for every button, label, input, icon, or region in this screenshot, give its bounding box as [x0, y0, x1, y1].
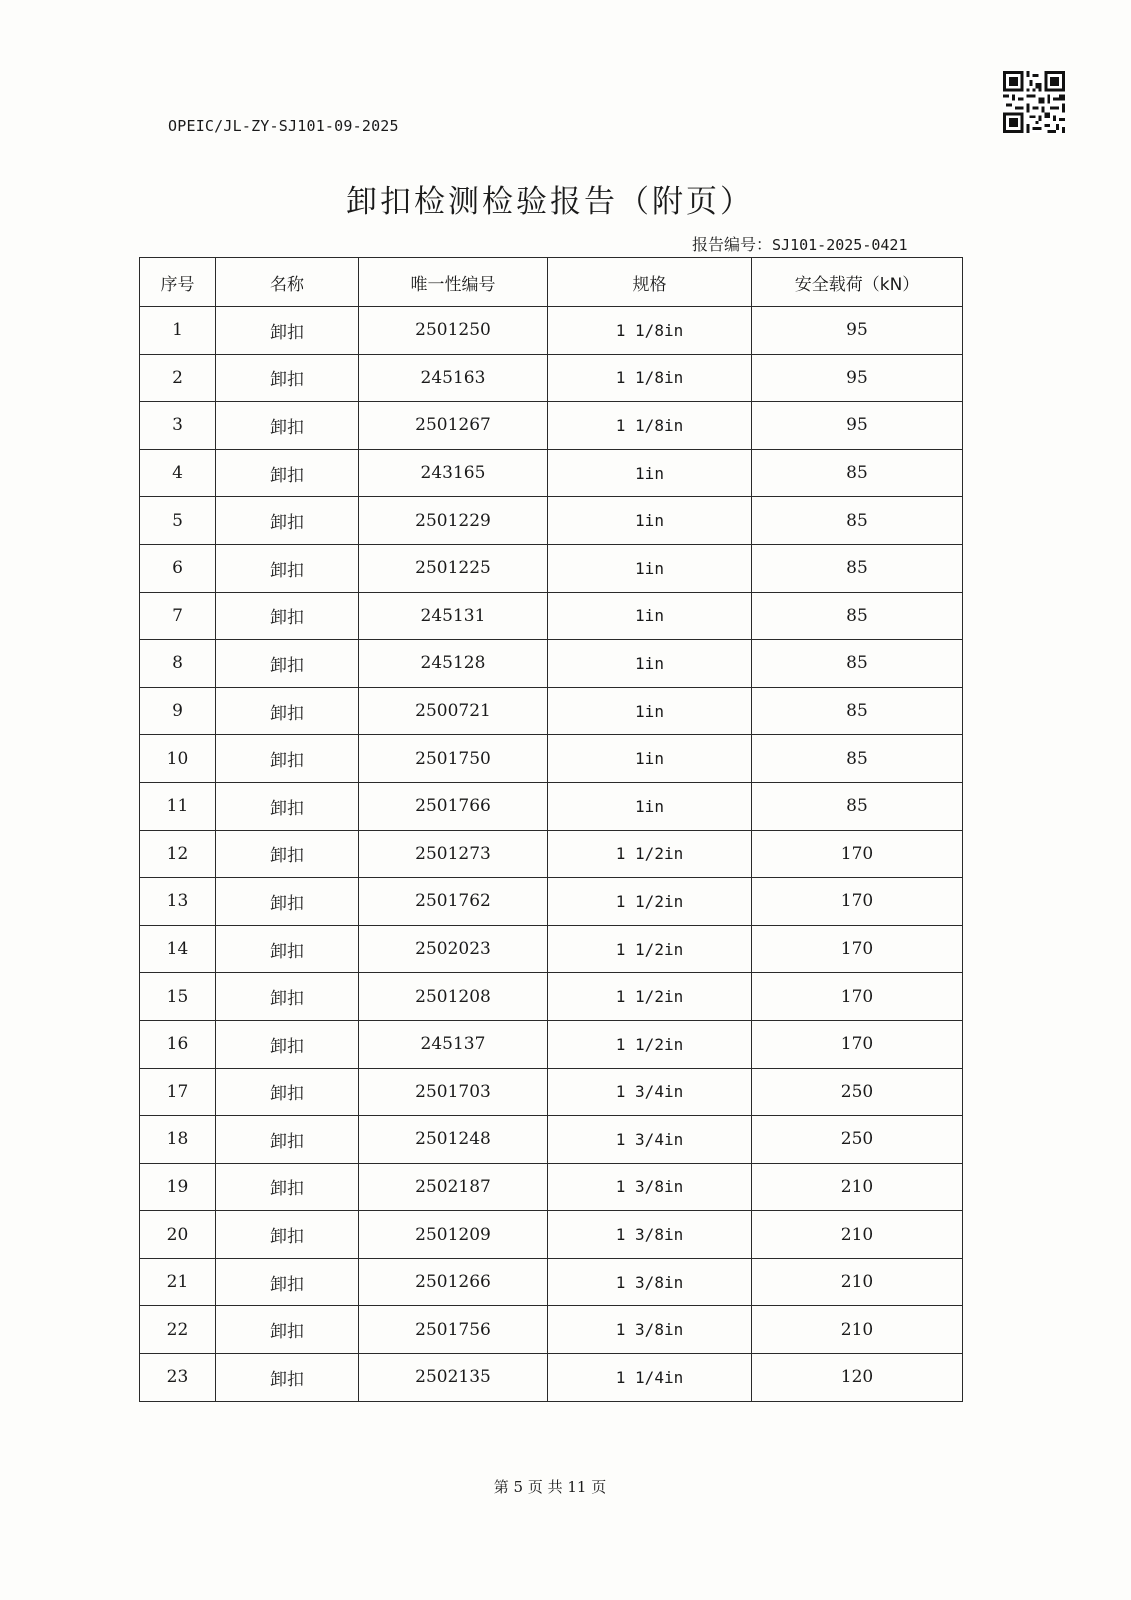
cell-safe-load: 95 — [752, 354, 963, 402]
cell-name: 卸扣 — [216, 1068, 359, 1116]
cell-index: 17 — [140, 1068, 216, 1116]
cell-name: 卸扣 — [216, 497, 359, 545]
cell-safe-load: 95 — [752, 307, 963, 355]
column-header: 唯一性编号 — [359, 258, 548, 307]
cell-spec: 1 3/4in — [548, 1068, 752, 1116]
table-row — [140, 878, 963, 926]
cell-safe-load: 170 — [752, 925, 963, 973]
table-row — [140, 402, 963, 450]
cell-spec: 1in — [548, 497, 752, 545]
cell-name: 卸扣 — [216, 592, 359, 640]
cell-serial: 2500721 — [359, 687, 548, 735]
cell-safe-load: 210 — [752, 1163, 963, 1211]
cell-safe-load: 120 — [752, 1354, 963, 1402]
cell-index: 21 — [140, 1258, 216, 1306]
cell-index: 14 — [140, 925, 216, 973]
cell-serial: 2501225 — [359, 544, 548, 592]
table-row — [140, 544, 963, 592]
cell-safe-load: 210 — [752, 1306, 963, 1354]
report-number — [692, 232, 907, 255]
cell-safe-load: 85 — [752, 782, 963, 830]
cell-serial: 2501266 — [359, 1258, 548, 1306]
cell-name: 卸扣 — [216, 830, 359, 878]
cell-name: 卸扣 — [216, 925, 359, 973]
cell-safe-load: 250 — [752, 1068, 963, 1116]
table-row — [140, 782, 963, 830]
cell-index: 1 — [140, 307, 216, 355]
cell-name: 卸扣 — [216, 878, 359, 926]
cell-safe-load: 95 — [752, 402, 963, 450]
cell-serial: 2501229 — [359, 497, 548, 545]
cell-spec: 1 1/8in — [548, 354, 752, 402]
cell-index: 23 — [140, 1354, 216, 1402]
cell-index: 4 — [140, 449, 216, 497]
cell-spec: 1in — [548, 640, 752, 688]
table-row — [140, 1354, 963, 1402]
cell-name: 卸扣 — [216, 1163, 359, 1211]
cell-name: 卸扣 — [216, 544, 359, 592]
cell-safe-load: 170 — [752, 830, 963, 878]
cell-serial: 2501209 — [359, 1211, 548, 1259]
cell-spec: 1 1/4in — [548, 1354, 752, 1402]
cell-index: 12 — [140, 830, 216, 878]
cell-serial: 2501756 — [359, 1306, 548, 1354]
cell-safe-load: 85 — [752, 640, 963, 688]
cell-spec: 1in — [548, 592, 752, 640]
cell-name: 卸扣 — [216, 782, 359, 830]
table-row — [140, 497, 963, 545]
page-title: 卸扣检测检验报告（附页） — [346, 184, 754, 220]
cell-name: 卸扣 — [216, 402, 359, 450]
cell-name: 卸扣 — [216, 1020, 359, 1068]
cell-name: 卸扣 — [216, 735, 359, 783]
cell-serial: 245137 — [359, 1020, 548, 1068]
cell-safe-load: 85 — [752, 544, 963, 592]
cell-name: 卸扣 — [216, 973, 359, 1021]
table-row — [140, 640, 963, 688]
cell-spec: 1 1/2in — [548, 1020, 752, 1068]
table-row — [140, 1211, 963, 1259]
cell-safe-load: 170 — [752, 973, 963, 1021]
table-row — [140, 354, 963, 402]
cell-safe-load: 210 — [752, 1211, 963, 1259]
cell-spec: 1in — [548, 735, 752, 783]
cell-index: 19 — [140, 1163, 216, 1211]
cell-index: 6 — [140, 544, 216, 592]
cell-serial: 2501267 — [359, 402, 548, 450]
cell-index: 15 — [140, 973, 216, 1021]
document-code: OPEIC/JL-ZY-SJ101-09-2025 — [168, 117, 399, 135]
cell-index: 10 — [140, 735, 216, 783]
cell-index: 16 — [140, 1020, 216, 1068]
column-header: 规格 — [548, 258, 752, 307]
cell-serial: 2501208 — [359, 973, 548, 1021]
cell-index: 22 — [140, 1306, 216, 1354]
cell-serial: 245131 — [359, 592, 548, 640]
table-row — [140, 1163, 963, 1211]
cell-spec: 1 3/4in — [548, 1116, 752, 1164]
cell-spec: 1 3/8in — [548, 1306, 752, 1354]
table-row — [140, 592, 963, 640]
cell-index: 20 — [140, 1211, 216, 1259]
cell-name: 卸扣 — [216, 307, 359, 355]
cell-serial: 2501750 — [359, 735, 548, 783]
table-header-row — [140, 258, 963, 307]
cell-name: 卸扣 — [216, 687, 359, 735]
cell-serial: 245163 — [359, 354, 548, 402]
table-row — [140, 1116, 963, 1164]
cell-spec: 1 1/2in — [548, 925, 752, 973]
cell-spec: 1 1/8in — [548, 402, 752, 450]
cell-spec: 1 1/2in — [548, 973, 752, 1021]
cell-index: 5 — [140, 497, 216, 545]
cell-spec: 1 1/2in — [548, 878, 752, 926]
cell-safe-load: 85 — [752, 497, 963, 545]
cell-safe-load: 85 — [752, 592, 963, 640]
qr-code-icon — [1003, 71, 1065, 133]
cell-safe-load: 85 — [752, 735, 963, 783]
cell-index: 8 — [140, 640, 216, 688]
cell-serial: 2501703 — [359, 1068, 548, 1116]
inspection-table — [139, 257, 963, 1402]
table-row — [140, 1068, 963, 1116]
table-row — [140, 307, 963, 355]
table-row — [140, 735, 963, 783]
table-row — [140, 925, 963, 973]
cell-index: 2 — [140, 354, 216, 402]
table-row — [140, 830, 963, 878]
cell-safe-load: 170 — [752, 1020, 963, 1068]
cell-name: 卸扣 — [216, 449, 359, 497]
cell-name: 卸扣 — [216, 1116, 359, 1164]
cell-name: 卸扣 — [216, 640, 359, 688]
cell-serial: 245128 — [359, 640, 548, 688]
table-row — [140, 1020, 963, 1068]
cell-spec: 1in — [548, 687, 752, 735]
cell-index: 9 — [140, 687, 216, 735]
cell-spec: 1 3/8in — [548, 1163, 752, 1211]
cell-name: 卸扣 — [216, 1306, 359, 1354]
table-row — [140, 973, 963, 1021]
cell-serial: 243165 — [359, 449, 548, 497]
cell-safe-load: 250 — [752, 1116, 963, 1164]
cell-serial: 2502187 — [359, 1163, 548, 1211]
cell-safe-load: 85 — [752, 687, 963, 735]
cell-serial: 2501766 — [359, 782, 548, 830]
cell-name: 卸扣 — [216, 1211, 359, 1259]
cell-index: 7 — [140, 592, 216, 640]
cell-spec: 1 1/2in — [548, 830, 752, 878]
cell-index: 13 — [140, 878, 216, 926]
cell-safe-load: 210 — [752, 1258, 963, 1306]
cell-index: 11 — [140, 782, 216, 830]
cell-spec: 1 1/8in — [548, 307, 752, 355]
cell-serial: 2501762 — [359, 878, 548, 926]
cell-name: 卸扣 — [216, 1258, 359, 1306]
cell-spec: 1 3/8in — [548, 1258, 752, 1306]
cell-serial: 2501273 — [359, 830, 548, 878]
cell-spec: 1in — [548, 782, 752, 830]
table-row — [140, 687, 963, 735]
cell-serial: 2501250 — [359, 307, 548, 355]
table-row — [140, 1258, 963, 1306]
cell-safe-load: 85 — [752, 449, 963, 497]
cell-name: 卸扣 — [216, 354, 359, 402]
report-number-label: 报告编号： — [692, 235, 773, 254]
page-number: 第 5 页 共 11 页 — [493, 1478, 607, 1496]
column-header: 名称 — [216, 258, 359, 307]
table-row — [140, 449, 963, 497]
cell-serial: 2502023 — [359, 925, 548, 973]
report-number-value: SJ101-2025-0421 — [772, 236, 908, 254]
cell-index: 3 — [140, 402, 216, 450]
column-header: 安全载荷（kN） — [752, 258, 963, 307]
cell-safe-load: 170 — [752, 878, 963, 926]
cell-spec: 1 3/8in — [548, 1211, 752, 1259]
cell-spec: 1in — [548, 544, 752, 592]
cell-spec: 1in — [548, 449, 752, 497]
cell-name: 卸扣 — [216, 1354, 359, 1402]
cell-serial: 2501248 — [359, 1116, 548, 1164]
table-row — [140, 1306, 963, 1354]
column-header: 序号 — [140, 258, 216, 307]
cell-serial: 2502135 — [359, 1354, 548, 1402]
cell-index: 18 — [140, 1116, 216, 1164]
